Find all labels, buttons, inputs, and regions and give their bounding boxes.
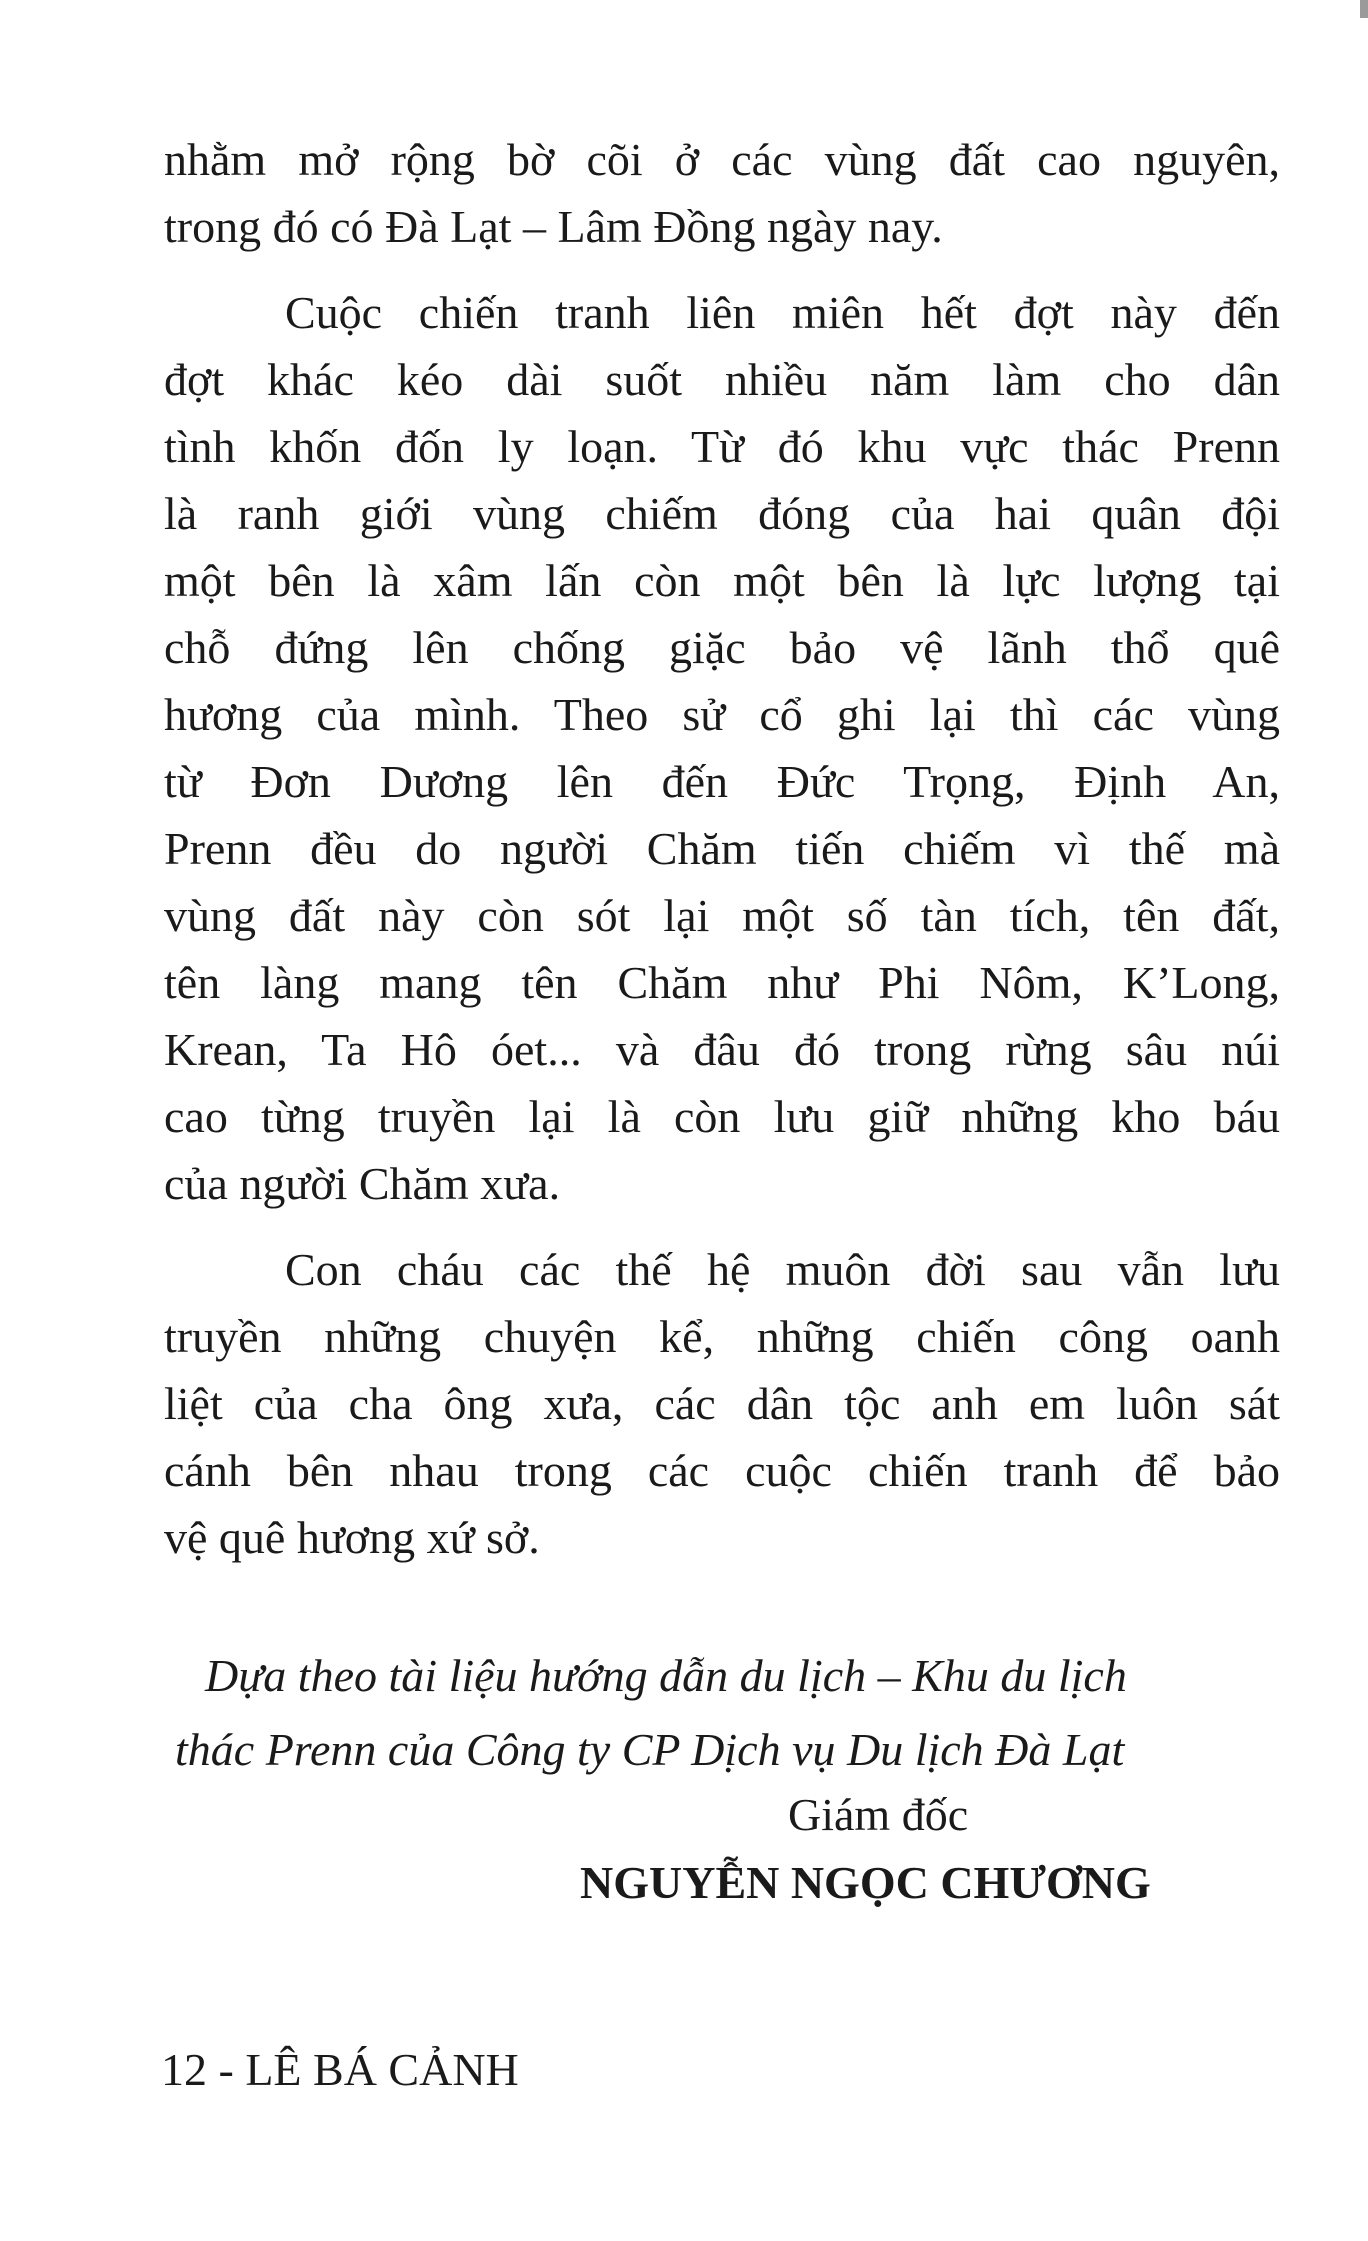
text-line: Con cháu các thế hệ muôn đời sau vẫn lưu [285,1244,1280,1295]
page-footer: 12 - LÊ BÁ CẢNH [161,2044,519,2095]
text-line: đợt khác kéo dài suốt nhiều năm làm cho dân [164,354,1280,405]
signer-title: Giám đốc [788,1789,969,1840]
text-line: một bên là xâm lấn còn một bên là lực lượng tại [164,555,1280,606]
text-line: trong đó có Đà Lạt – Lâm Đồng ngày nay. [164,201,943,252]
text-line: nhằm mở rộng bờ cõi ở các vùng đất cao nguyên, [164,134,1280,185]
text-line: liệt của cha ông xưa, các dân tộc anh em luôn sát [164,1378,1280,1429]
text-line: cánh bên nhau trong các cuộc chiến tranh để bảo [164,1445,1280,1496]
text-line: tên làng mang tên Chăm như Phi Nôm, K’Long, [164,957,1280,1008]
source-credit-line-2: thác Prenn của Công ty CP Dịch vụ Du lịch Đà Lạt [175,1724,1125,1775]
text-line: chỗ đứng lên chống giặc bảo vệ lãnh thổ quê [164,622,1280,673]
paragraph-descendants [164,1236,1280,1571]
text-line: Prenn đều do người Chăm tiến chiếm vì thế mà [164,823,1280,874]
text-line: truyền những chuyện kể, những chiến công oanh [164,1311,1280,1362]
text-line: là ranh giới vùng chiếm đóng của hai quân đội [164,488,1280,539]
paragraph-war-history [164,279,1280,1217]
text-line: vệ quê hương xứ sở. [164,1512,540,1563]
text-line: Krean, Ta Hô óet... và đâu đó trong rừng sâu núi [164,1024,1280,1075]
page-edge-mark [1360,0,1368,18]
paragraph-continuation [164,126,1280,260]
text-line: tình khốn đốn ly loạn. Từ đó khu vực thác Prenn [164,421,1280,472]
text-line: vùng đất này còn sót lại một số tàn tích, tên đất, [164,890,1280,941]
source-credit-line-1: Dựa theo tài liệu hướng dẫn du lịch – Khu du lịch [205,1650,1127,1701]
text-line: Cuộc chiến tranh liên miên hết đợt này đến [285,287,1280,338]
text-line: của người Chăm xưa. [164,1158,561,1209]
text-line: cao từng truyền lại là còn lưu giữ những kho báu [164,1091,1280,1142]
text-line: từ Đơn Dương lên đến Đức Trọng, Định An, [164,756,1280,807]
signer-name: NGUYỄN NGỌC CHƯƠNG [580,1857,1151,1908]
text-line: hương của mình. Theo sử cổ ghi lại thì các vùng [164,689,1280,740]
